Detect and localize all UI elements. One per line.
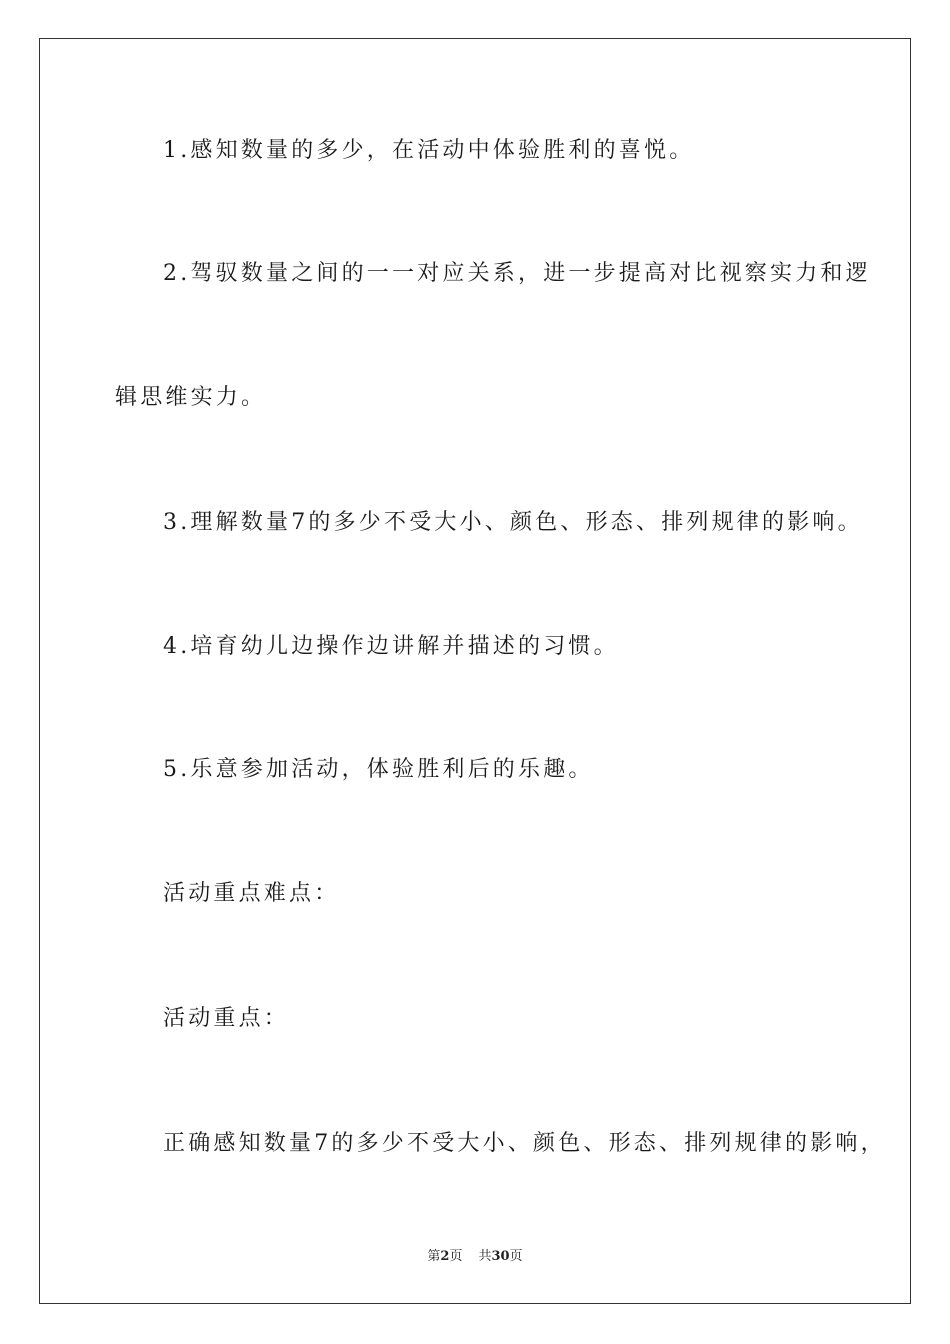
- objective-1: 1.感知数量的多少，在活动中体验胜利的喜悦。: [163, 138, 695, 163]
- section-heading-key-points: 活动重点：: [163, 1006, 290, 1031]
- footer-total-number: 30: [491, 1249, 510, 1264]
- footer-page-number: 2: [440, 1249, 450, 1264]
- objective-5: 5.乐意参加活动，体验胜利后的乐趣。: [163, 757, 594, 782]
- page-border: [39, 38, 911, 1304]
- footer-page-suffix: 页: [449, 1249, 463, 1264]
- objective-3: 3.理解数量7的多少不受大小、颜色、形态、排列规律的影响。: [163, 510, 863, 535]
- objective-2-continued: 辑思维实力。: [115, 385, 267, 410]
- objective-2: 2.驾驭数量之间的一一对应关系，进一步提高对比视察实力和逻: [163, 261, 871, 286]
- objective-4: 4.培育幼儿边操作边讲解并描述的习惯。: [163, 634, 619, 659]
- page-footer: [0, 1248, 950, 1266]
- section-heading-key-difficult-points: 活动重点难点：: [163, 881, 340, 906]
- footer-total-suffix: 页: [509, 1249, 523, 1264]
- footer-total-prefix: 共: [478, 1249, 492, 1264]
- key-point-text: 正确感知数量7的多少不受大小、颜色、形态、排列规律的影响，: [163, 1131, 886, 1156]
- footer-page-prefix: 第: [427, 1249, 441, 1264]
